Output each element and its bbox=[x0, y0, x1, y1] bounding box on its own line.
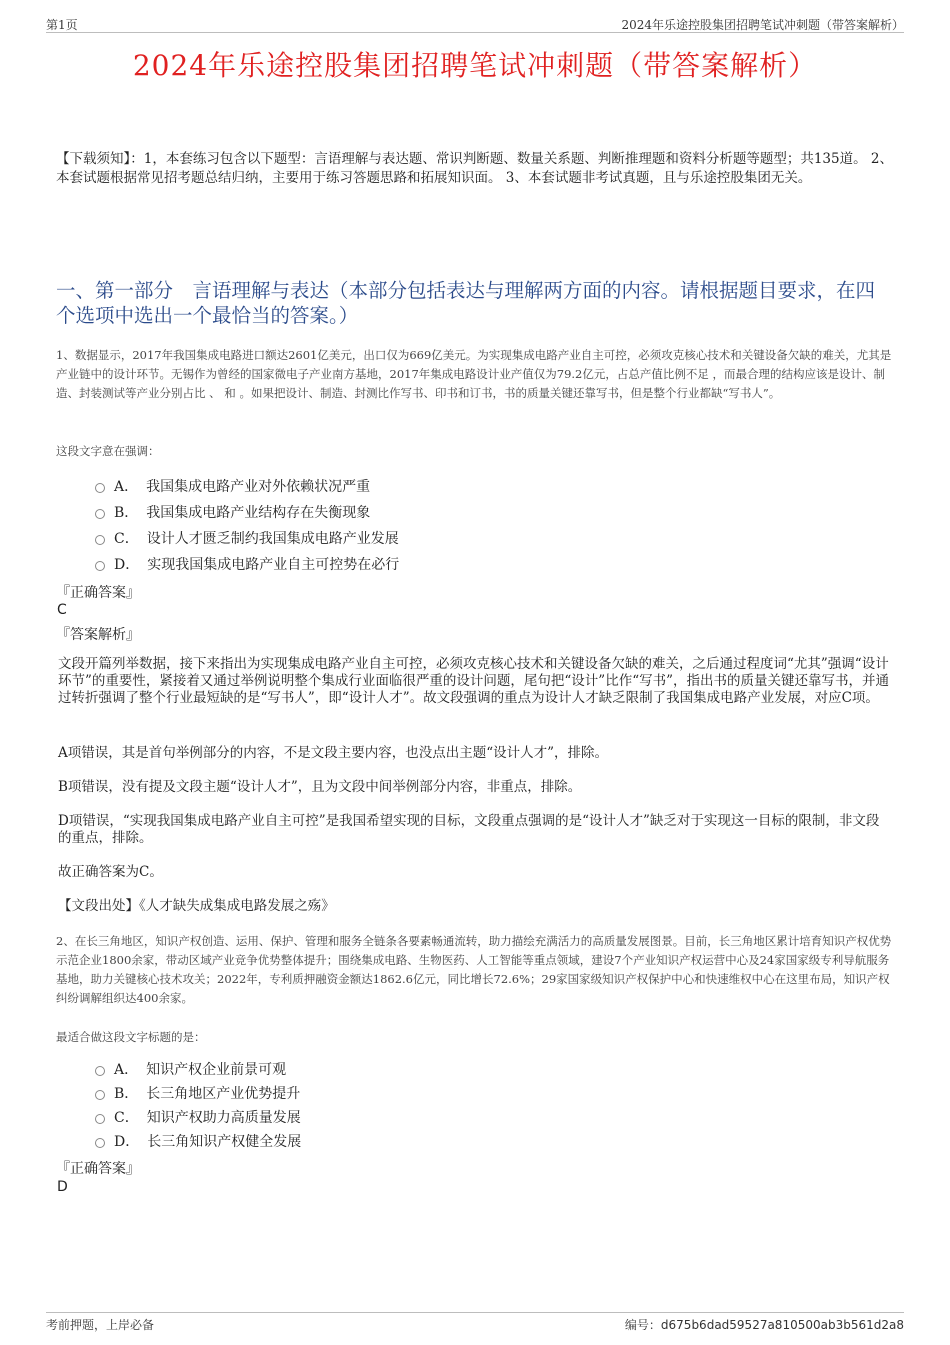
question-1-answer-label: 『正确答案』 bbox=[56, 585, 140, 601]
question-2-answer: D bbox=[57, 1179, 68, 1195]
question-2-prompt: 最适合做这段文字标题的是： bbox=[56, 1030, 206, 1044]
question-1-analysis-b: B项错误，没有提及文段主题“设计人才”，且为文段中间举例部分内容，非重点，排除。 bbox=[58, 779, 582, 795]
page-header bbox=[46, 14, 904, 33]
radio-icon[interactable] bbox=[95, 1066, 105, 1076]
question-1-option-d[interactable]: D． 实现我国集成电路产业自主可控势在必行 bbox=[95, 551, 399, 577]
radio-icon[interactable] bbox=[95, 509, 105, 519]
question-2-option-c[interactable]: C． 知识产权助力高质量发展 bbox=[95, 1105, 301, 1129]
radio-icon[interactable] bbox=[95, 1090, 105, 1100]
radio-icon[interactable] bbox=[95, 561, 105, 571]
question-1-analysis-main: 文段开篇列举数据，接下来指出为实现集成电路产业自主可控，必须攻克核心技术和关键设备欠缺的难关，之后通过程度词“尤其”强调“设计环节”的重要性，紧接着又通过举例说明整个集成行业面临很严重的设计问题，尾句把“设计”比作“写书”，指出书的质量关键还靠写书，并通过转折强调了整个行业最短缺的是“写书人”，即“设计人才”。故文段强调的重点为设计人才缺乏限制了我国集成电路产业发展，对应C项。 bbox=[58, 656, 890, 706]
header-doc-title: 2024年乐途控股集团招聘笔试冲刺题（带答案解析） bbox=[621, 18, 904, 32]
question-1-text: 1、数据显示，2017年我国集成电路进口额达2601亿美元，出口仅为669亿美元。为实现集成电路产业自主可控，必须攻克核心技术和关键设备欠缺的难关，尤其是产业链中的设计环节。无锡作为曾经的国家微电子产业南方基地，2017年集成电路设计业产值仅为79.2亿元，占总产值比例不足 ，而最合理的结构应该是设计、制造、封装测试等产业分别占比 、 和 。如果把设计、制造、封测比作写书、印书和订书，书的质量关键还靠写书，但是整个行业都缺“写书人”。 bbox=[56, 348, 892, 400]
question-1-analysis-d: D项错误，“实现我国集成电路产业自主可控”是我国希望实现的目标，文段重点强调的是“设计人才”缺乏对于实现这一目标的限制，非文段的重点，排除。 bbox=[58, 813, 880, 846]
question-2-options bbox=[95, 1057, 301, 1153]
question-1-answer: C bbox=[57, 602, 67, 618]
download-notice: 【下载须知】：1，本套练习包含以下题型：言语理解与表达题、常识判断题、数量关系题、判断推理题和资料分析题等题型；共135道。 2、本套试题根据常见招考题总结归纳，主要用于练习答题思路和拓展知识面。 3、本套试题非考试真题，且与乐途控股集团无关。 bbox=[56, 151, 893, 186]
question-1-option-b[interactable]: B． 我国集成电路产业结构存在失衡现象 bbox=[95, 499, 399, 525]
page-number: 第1页 bbox=[46, 18, 78, 32]
question-1-options bbox=[95, 473, 399, 577]
question-2-answer-label: 『正确答案』 bbox=[56, 1161, 140, 1177]
radio-icon[interactable] bbox=[95, 483, 105, 493]
question-1-analysis-a: A项错误，其是首句举例部分的内容，不是文段主要内容，也没点出主题“设计人才”，排除。 bbox=[58, 745, 609, 761]
question-2-option-d[interactable]: D． 长三角知识产权健全发展 bbox=[95, 1129, 301, 1153]
page-title: 2024年乐途控股集团招聘笔试冲刺题（带答案解析） bbox=[132, 49, 818, 82]
footer-code: 编号：d675b6dad59527a810500ab3b561d2a8 bbox=[624, 1318, 904, 1332]
question-1-source: 【文段出处】《人才缺失成集成电路发展之殇》 bbox=[58, 898, 335, 914]
question-1-option-c[interactable]: C． 设计人才匮乏制约我国集成电路产业发展 bbox=[95, 525, 399, 551]
question-2-option-a[interactable]: A． 知识产权企业前景可观 bbox=[95, 1057, 301, 1081]
radio-icon[interactable] bbox=[95, 1138, 105, 1148]
footer-slogan: 考前押题，上岸必备 bbox=[46, 1318, 155, 1332]
question-1-prompt: 这段文字意在强调： bbox=[56, 444, 160, 458]
question-1-option-a[interactable]: A． 我国集成电路产业对外依赖状况严重 bbox=[95, 473, 399, 499]
section-title: 一、第一部分 言语理解与表达（本部分包括表达与理解两方面的内容。请根据题目要求，在四个选项中选出一个最恰当的答案。） bbox=[56, 279, 876, 327]
question-2-text: 2、在长三角地区，知识产权创造、运用、保护、管理和服务全链条各要素畅通流转，助力描绘充满活力的高质量发展图景。目前，长三角地区累计培育知识产权优势示范企业1800余家，带动区域产业竞争优势整体提升；围绕集成电路、生物医药、人工智能等重点领域，建设7个产业知识产权运营中心及24家国家级专利导航服务基地，助力关键核心技术攻关；2022年，专利质押融资金额达1862.6亿元，同比增长72.6%；29家国家级知识产权保护中心和快速维权中心在这里布局，知识产权纠纷调解组织达400余家。 bbox=[56, 934, 892, 1005]
question-1-analysis-conclusion: 故正确答案为C。 bbox=[58, 864, 163, 880]
radio-icon[interactable] bbox=[95, 535, 105, 545]
page-footer bbox=[46, 1312, 904, 1333]
question-2-option-b[interactable]: B． 长三角地区产业优势提升 bbox=[95, 1081, 301, 1105]
question-1-analysis-label: 『答案解析』 bbox=[56, 627, 140, 643]
radio-icon[interactable] bbox=[95, 1114, 105, 1124]
